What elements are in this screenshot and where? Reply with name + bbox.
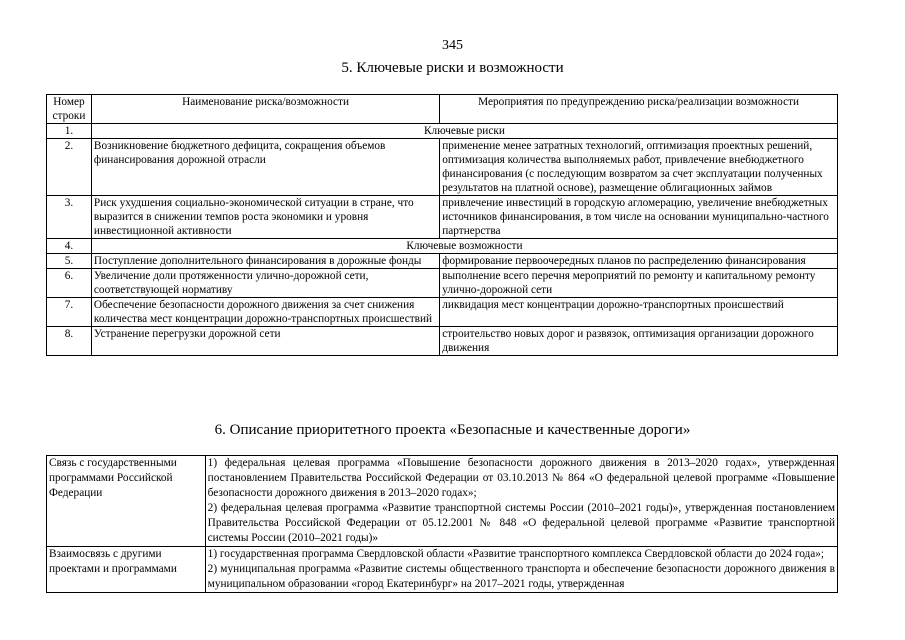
row-number: 8. bbox=[47, 327, 92, 356]
list-item: 1) государственная программа Свердловской области «Развитие транспортного комплекса Свердловской области до 2024 года»; bbox=[207, 548, 825, 560]
list-item: 2) муниципальная программа «Развитие системы общественного транспорта и обеспечение безопасности дорожного движения в муниципальном образовании «город Екатеринбург» на 2017–2021 годы, утвержденная bbox=[207, 563, 835, 590]
opportunity-name: Увеличение доли протяженности улично-дорожной сети, соответствующей нормативу bbox=[91, 269, 439, 298]
opportunity-measures: формирование первоочередных планов по распределению финансирования bbox=[440, 254, 838, 269]
risk-measures: привлечение инвестиций в городскую агломерацию, увеличение внебюджетных источников финансирования, в том числе на основании муниципально-частного партнерства bbox=[440, 196, 838, 239]
table-row bbox=[47, 456, 838, 547]
row-label: Связь с государственными программами Российской Федерации bbox=[47, 456, 206, 547]
opportunity-measures: строительство новых дорог и развязок, оптимизация организации дорожного движения bbox=[440, 327, 838, 356]
row-number: 4. bbox=[47, 239, 92, 254]
risk-name: Возникновение бюджетного дефицита, сокращения объемов финансирования дорожной отрасли bbox=[91, 139, 439, 196]
row-number: 1. bbox=[47, 124, 92, 139]
row-number: 7. bbox=[47, 298, 92, 327]
row-number: 3. bbox=[47, 196, 92, 239]
page-number: 345 bbox=[442, 38, 463, 53]
row-number: 2. bbox=[47, 139, 92, 196]
section-6-title: 6. Описание приоритетного проекта «Безопасные и качественные дороги» bbox=[214, 422, 691, 438]
row-value bbox=[205, 456, 837, 547]
list-item: 2) федеральная целевая программа «Развитие транспортной системы России (2010–2021 годы)», утвержденная постановлением Правительства Российской Федерации от 05.12.2001 № 848 «О федеральной целевой программе «Развитие транспортной системы России (2010–2021 годы)» bbox=[207, 502, 835, 544]
list-item: 1) федеральная целевая программа «Повышение безопасности дорожного движения в 2013–2020 годах», утвержденная постановлением Правительства Российской Федерации от 03.10.2013 № 864 «О федеральной целевой программе «Повышение безопасности дорожного движения в 2013–2020 годах»; bbox=[207, 457, 835, 499]
header-risk-name: Наименование риска/возможности bbox=[91, 95, 439, 124]
opportunity-name: Обеспечение безопасности дорожного движения за счет снижения количества мест концентрации дорожно-транспортных происшествий bbox=[91, 298, 439, 327]
header-measures: Мероприятия по предупреждению риска/реализации возможности bbox=[440, 95, 838, 124]
table-row bbox=[47, 547, 838, 593]
row-value bbox=[205, 547, 837, 593]
row-label: Взаимосвязь с другими проектами и программами bbox=[47, 547, 206, 593]
header-row-number: Номер строки bbox=[47, 95, 92, 124]
opportunity-measures: ликвидация мест концентрации дорожно-транспортных происшествий bbox=[440, 298, 838, 327]
section-5-title: 5. Ключевые риски и возможности bbox=[341, 60, 564, 76]
row-number: 6. bbox=[47, 269, 92, 298]
opportunity-name: Устранение перегрузки дорожной сети bbox=[91, 327, 439, 356]
row-number: 5. bbox=[47, 254, 92, 269]
risk-name: Риск ухудшения социально-экономической ситуации в стране, что выразится в снижении темпов роста экономики и уровня инвестиционной активности bbox=[91, 196, 439, 239]
risk-measures: применение менее затратных технологий, оптимизация проектных решений, оптимизация количества выполняемых работ, привлечение внебюджетного финансирования (с последующим возвратом за счет эксплуатации полученных результатов на платной основе), размещение облигационных займов bbox=[440, 139, 838, 196]
opportunity-measures: выполнение всего перечня мероприятий по ремонту и капитальному ремонту улично-дорожной сети bbox=[440, 269, 838, 298]
group-heading-opportunities: Ключевые возможности bbox=[91, 239, 837, 254]
group-heading-risks: Ключевые риски bbox=[91, 124, 837, 139]
project-description-table bbox=[46, 455, 838, 593]
opportunity-name: Поступление дополнительного финансирования в дорожные фонды bbox=[91, 254, 439, 269]
